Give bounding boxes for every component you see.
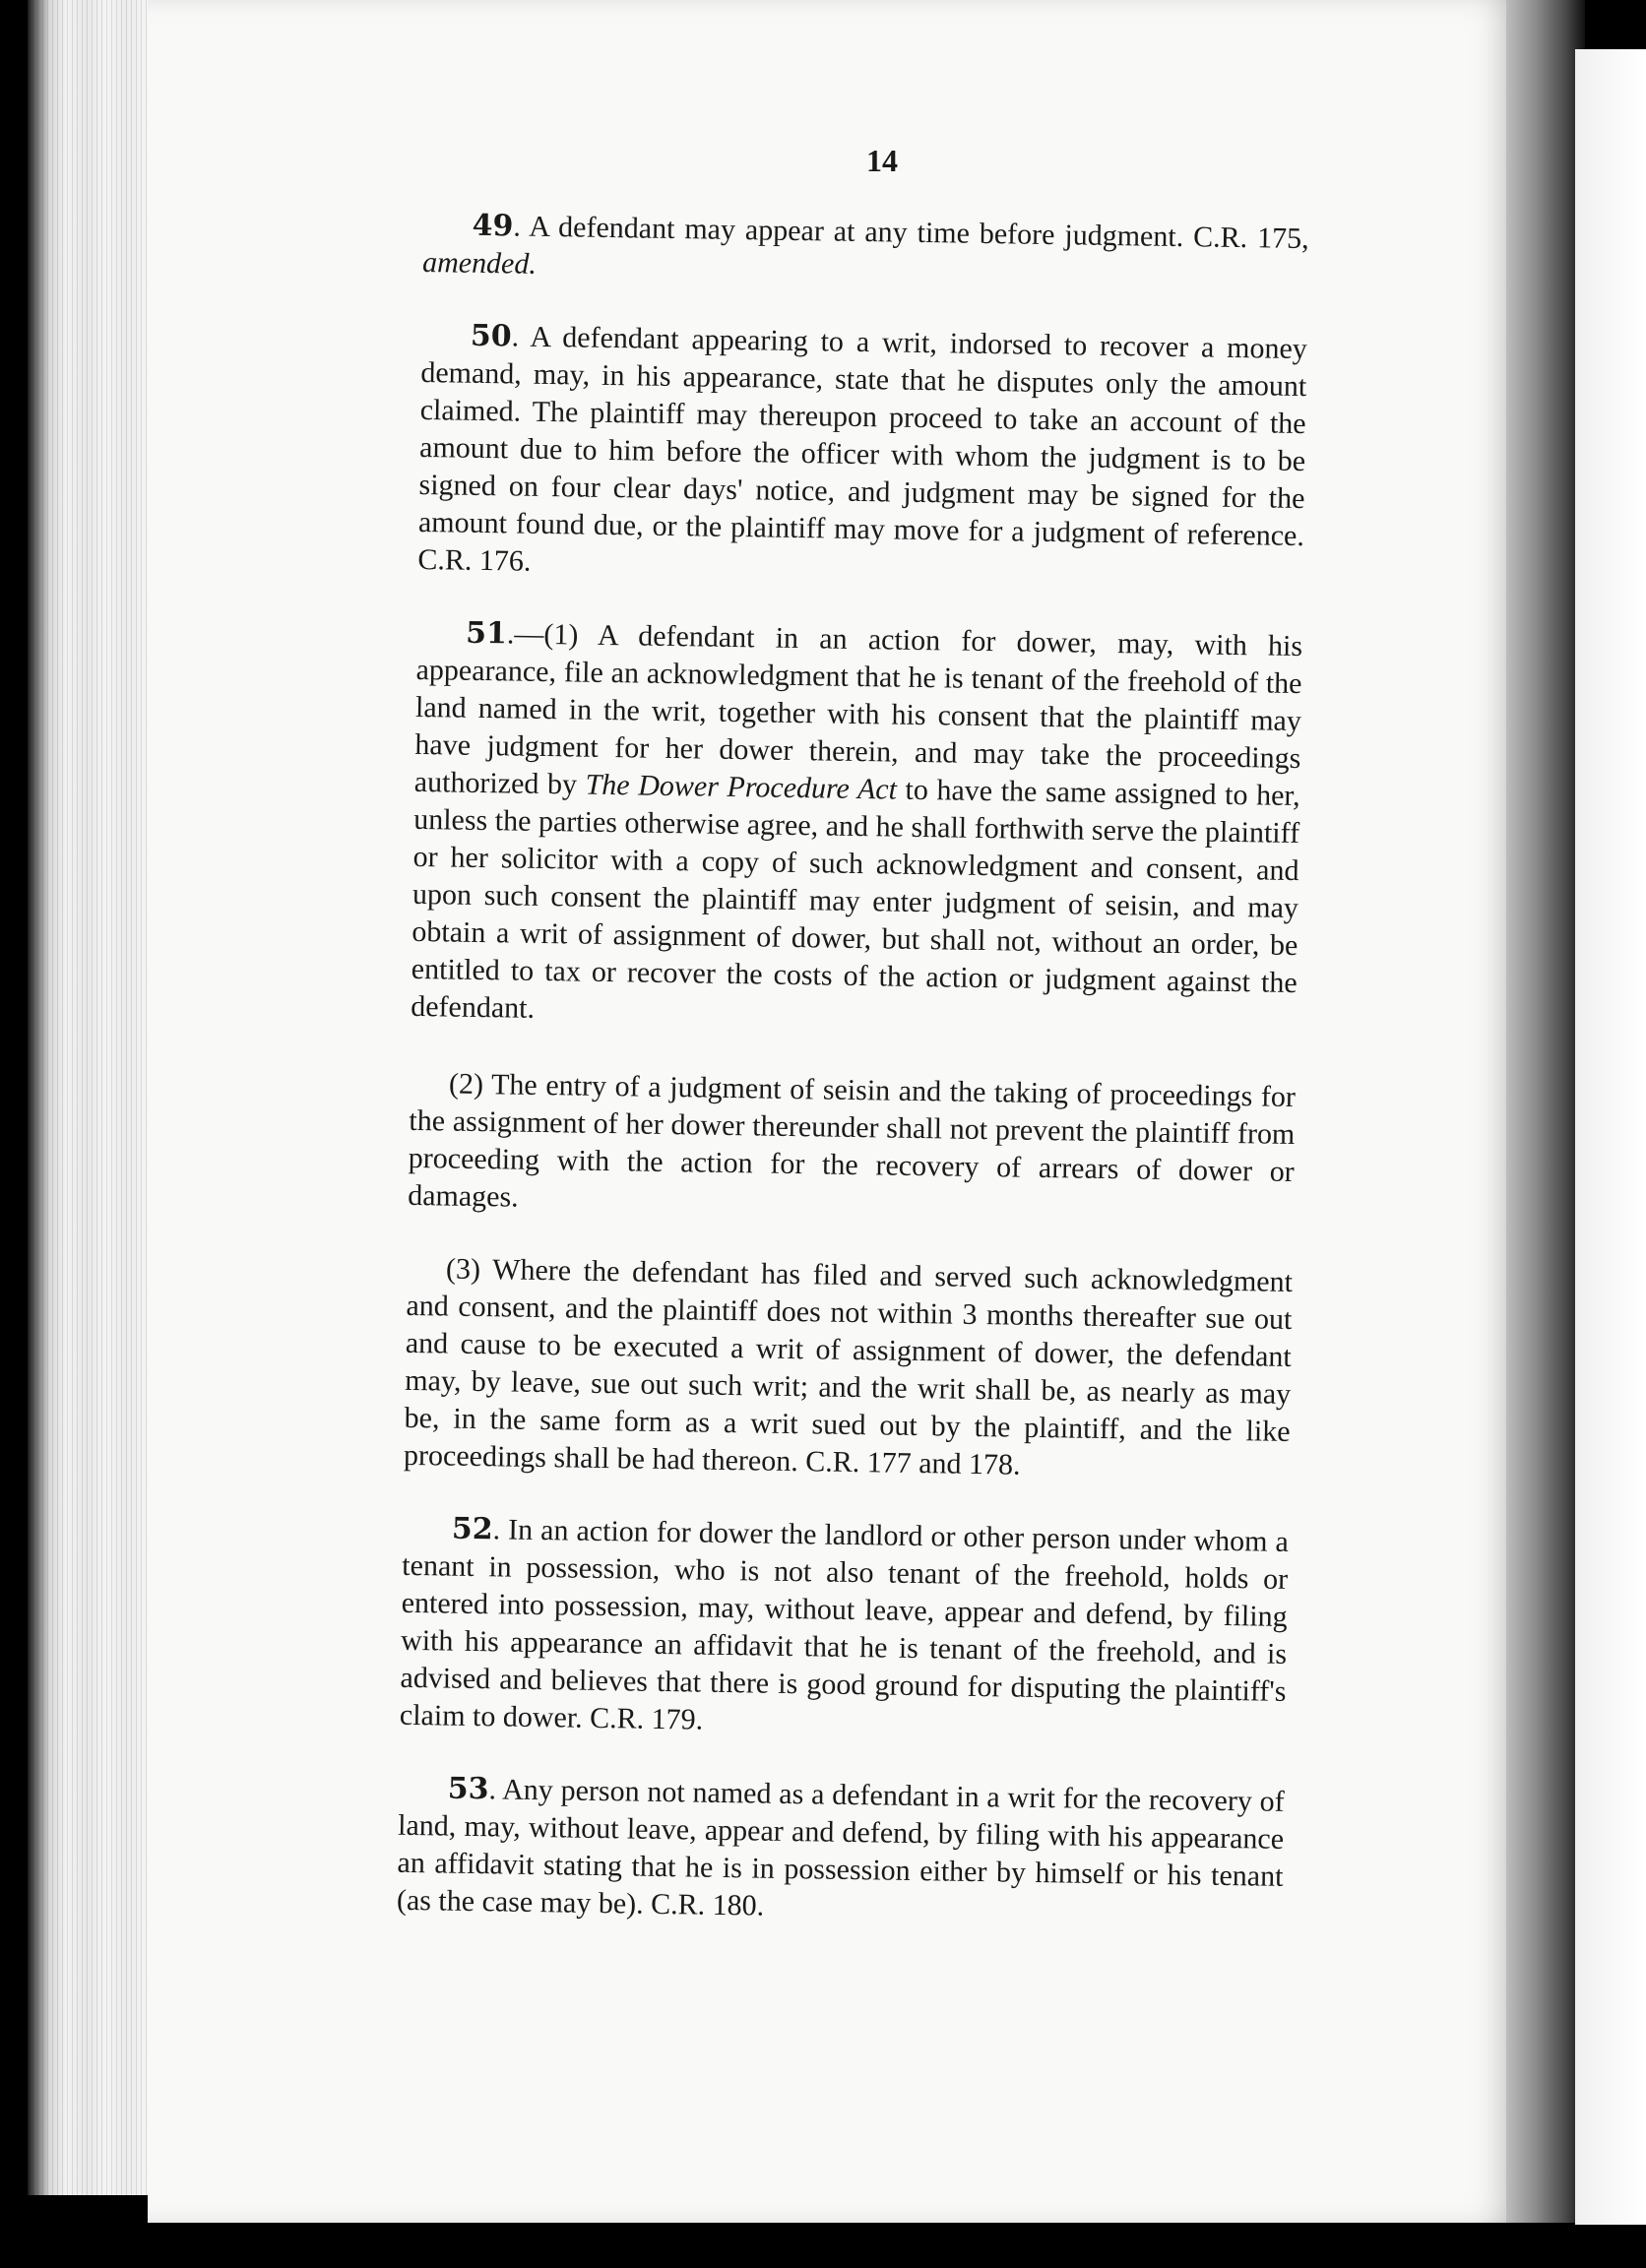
section-text: . A defendant may appear at any time before judgment. C.R. 175, [513, 210, 1309, 256]
section-text: . A defendant appearing to a writ, indorsed to recover a money demand, may, in his appearance, state that he disputes only the amount claimed. The plaintiff may thereupon proceed to take an account of the amount due to him before the officer with whom the judgment is to be signed on four clear days' notice, and judgment may be signed for the amount found due, or the plaintiff may move for a judgment of reference. C.R. 176. [417, 320, 1308, 578]
section-text-italic: amended. [421, 245, 538, 281]
section-number: 51 [465, 615, 508, 652]
section-50 [417, 317, 1307, 593]
section-text: . In an action for dower the landlord or other person under whom a tenant in possession, who is not also tenant of the freehold, holds or entered into possession, may, without leave, appear and defend, by filing with his appearance an affidavit that he is tenant of the freehold, and is advised and believes that there is good ground for disputing the plaintiff's claim to dower. C.R. 179. [399, 1513, 1290, 1736]
section-text: . Any person not named as a defendant in a writ for the recovery of land, may, without leave, appear and defend, by filing with his appearance an affidavit stating that he is in possession either by himself or his tenant (as the case may be). C.R. 180. [396, 1773, 1285, 1922]
section-51-subsection-3: (3) Where the defendant has filed and served such acknowledgment and consent, and the plaintiff does not within 3 months thereafter sue out and cause to be executed a writ of assignment of dower, the defendant may, by leave, sue out such writ; and the writ shall be, as nearly as may be, in the same form as a writ sued out by the plaintiff, and the like proceedings shall be had thereon. C.R. 177 and 178. [403, 1252, 1294, 1481]
section-51 [411, 614, 1302, 1040]
act-title: The Dower Procedure Act [585, 768, 898, 806]
section-53 [397, 1770, 1285, 1933]
facing-page-edge [1575, 49, 1646, 2225]
page-number: 14 [866, 143, 898, 178]
gutter-shadow [1506, 0, 1585, 2223]
section-52 [400, 1510, 1289, 1748]
section-51-subsection-2: (2) The entry of a judgment of seisin and the taking of proceedings for the assignment of her dower thereunder shall not prevent the plaintiff from proceeding with the action for the recovery of arrears of dower or damages. [407, 1067, 1297, 1214]
section-text: to have the same assigned to her, unless the parties otherwise agree, and he shall forthwith serve the plaintiff or her solicitor with a copy of such acknowledgment and consent, and upon such consent the plaintiff may enter judgment of seisin, and may obtain a writ of assignment of dower, but shall not, without an order, be entitled to tax or recover the costs of the action or judgment against the defendant. [410, 773, 1300, 1025]
section-number: 53 [447, 1771, 489, 1807]
book-page-stack [28, 0, 151, 2195]
section-number: 49 [472, 208, 514, 244]
section-49 [422, 207, 1309, 295]
section-number: 52 [451, 1511, 493, 1547]
section-text: .—(1) A defendant in an action for dower, may, with his appearance, file an acknowledgment that he is tenant of the freehold of the land named in the writ, together with his consent that the plaintiff may have judgment for her dower therein, and may take the proceedings authorized by [413, 617, 1303, 801]
section-number: 50 [470, 318, 512, 354]
page-body [396, 207, 1309, 1969]
